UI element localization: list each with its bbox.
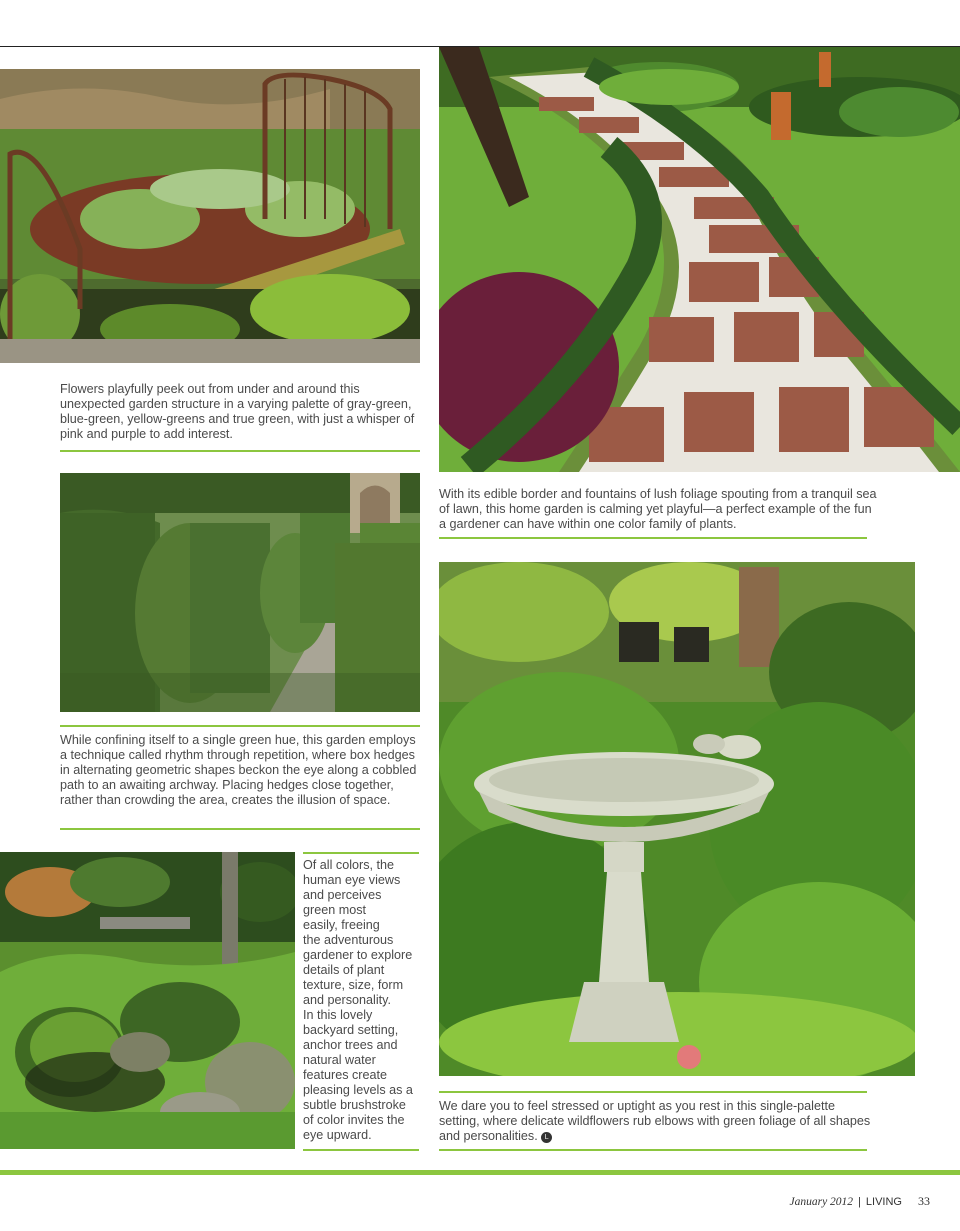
caption-stepping-path: With its edible border and fountains of lush foliage spouting from a tranquil sea of lawn, this home garden is calming yet playful—a perfect example of the fun a gardener can have within one color family of plants.	[439, 487, 877, 531]
footer-date: January 2012	[789, 1196, 854, 1208]
footer-separator: |	[858, 1196, 861, 1208]
bottom-accent-bar	[0, 1170, 960, 1175]
photo-stepping-stone-path	[439, 47, 960, 472]
caption-rule	[439, 1149, 867, 1151]
caption-rule	[439, 1091, 867, 1093]
photo-backyard-water-garden	[0, 852, 295, 1149]
caption-hedges: While confining itself to a single green hue, this garden employs a technique called rhythm through repetition, where box hedges in alternating geometric shapes beckon the eye along a cobbled path to an awaiting archway. Placing hedges close together, rather than crowding the area, creates the illusion of space.	[60, 733, 417, 807]
photo-iron-bed-garden	[0, 69, 420, 363]
caption-rule	[60, 450, 420, 452]
caption-birdbath: We dare you to feel stressed or uptight as you rest in this single-palette setting, where delicate wildflowers rub elbows with green foliage of all shapes and personalities. L	[439, 1099, 871, 1143]
caption-rule	[439, 537, 867, 539]
page-number: 33	[918, 1194, 930, 1208]
caption-rule	[60, 725, 420, 727]
footer-section: LIVING	[865, 1196, 902, 1208]
living-end-mark-icon: L	[541, 1132, 552, 1143]
caption-rule	[303, 1149, 419, 1151]
caption-green-eye: Of all colors, the human eye views and perceives green most easily, freeing the adventurous gardener to explore details of plant texture, size, form and personality. In this lovely backyard setting, anchor trees and natural water features create pleasing levels as a subtle brushstroke of color invites the eye upward.	[303, 858, 413, 1142]
page-footer	[790, 1194, 931, 1209]
caption-iron-bed: Flowers playfully peek out from under and around this unexpected garden structure in a varying palette of gray-green, blue-green, yellow-greens and true green, with just a whisper of pink and purple to add interest.	[60, 382, 415, 441]
photo-box-hedges	[60, 473, 420, 712]
photo-birdbath-garden	[439, 562, 915, 1076]
caption-rule	[60, 828, 420, 830]
caption-rule	[303, 852, 419, 854]
